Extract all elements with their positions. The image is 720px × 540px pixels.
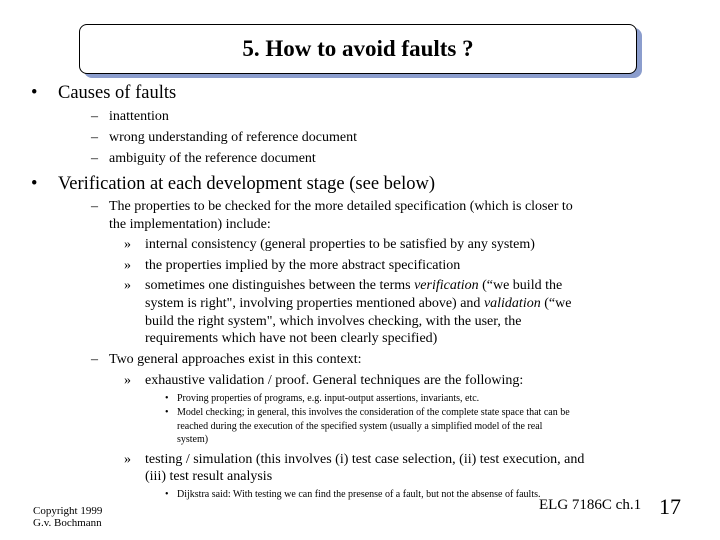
footer-copyright	[33, 505, 102, 529]
dash-marker: –	[91, 199, 98, 214]
sub-bullet-properties-line2: the implementation) include:	[109, 217, 271, 232]
item-model-checking-line2: reached during the execution of the specified system (usually a simplified model of the real	[177, 421, 543, 432]
raquo-marker: »	[124, 237, 131, 252]
sub-bullet-properties-line1: The properties to be checked for the more detailed specification (which is closer to	[109, 199, 573, 214]
footer-course: ELG 7186C ch.1	[539, 497, 642, 513]
small-bullet-marker: •	[165, 489, 169, 500]
sub-bullet-inattention: inattention	[109, 109, 169, 124]
raquo-marker: »	[124, 452, 131, 467]
item-testing-line2: (iii) test result analysis	[145, 469, 273, 484]
item-verification-line2: system is right", involving properties mentioned above) and validation (“we	[145, 296, 572, 311]
bullet-verification: Verification at each development stage (see below)	[58, 174, 436, 194]
sub-bullet-two-approaches: Two general approaches exist in this context:	[109, 352, 362, 367]
bullet-causes-of-faults: Causes of faults	[58, 83, 177, 103]
bullet-marker: •	[31, 83, 38, 103]
dash-marker: –	[91, 352, 98, 367]
item-verification-line3: build the right system", which involves checking, with the user, the	[145, 314, 522, 329]
item-model-checking-line3: system)	[177, 434, 209, 445]
raquo-marker: »	[124, 278, 131, 293]
raquo-marker: »	[124, 373, 131, 388]
item-proving-properties: Proving properties of programs, e.g. input-output assertions, invariants, etc.	[177, 393, 480, 404]
copyright-author: G.v. Bochmann	[33, 517, 102, 529]
item-testing-line1: testing / simulation (this involves (i) test case selection, (ii) test execution, and	[145, 452, 585, 467]
raquo-marker: »	[124, 258, 131, 273]
item-exhaustive-validation: exhaustive validation / proof. General techniques are the following:	[145, 373, 524, 388]
sub-bullet-wrong-understanding: wrong understanding of reference document	[109, 130, 358, 145]
item-internal-consistency: internal consistency (general properties to be satisfied by any system)	[145, 237, 535, 252]
small-bullet-marker: •	[165, 407, 169, 418]
slide-title-box	[79, 24, 637, 74]
item-implied-properties: the properties implied by the more abstract specification	[145, 258, 461, 273]
dash-marker: –	[91, 130, 98, 145]
copyright-year: Copyright 1999	[33, 505, 103, 517]
slide-title: 5. How to avoid faults ?	[242, 36, 474, 61]
sub-bullet-ambiguity: ambiguity of the reference document	[109, 151, 316, 166]
dash-marker: –	[91, 109, 98, 124]
item-dijkstra-quote: Dijkstra said: With testing we can find the presense of a fault, but not the absense of faults.	[177, 489, 541, 500]
item-verification-line1: sometimes one distinguishes between the terms verification (“we build the	[145, 278, 563, 293]
dash-marker: –	[91, 151, 98, 166]
small-bullet-marker: •	[165, 393, 169, 404]
item-verification-line4: requirements which have not been clearly specified)	[145, 331, 438, 346]
bullet-marker: •	[31, 174, 38, 194]
item-model-checking-line1: Model checking; in general, this involves the consideration of the complete state space that can be	[177, 407, 570, 418]
page-number: 17	[659, 494, 681, 519]
